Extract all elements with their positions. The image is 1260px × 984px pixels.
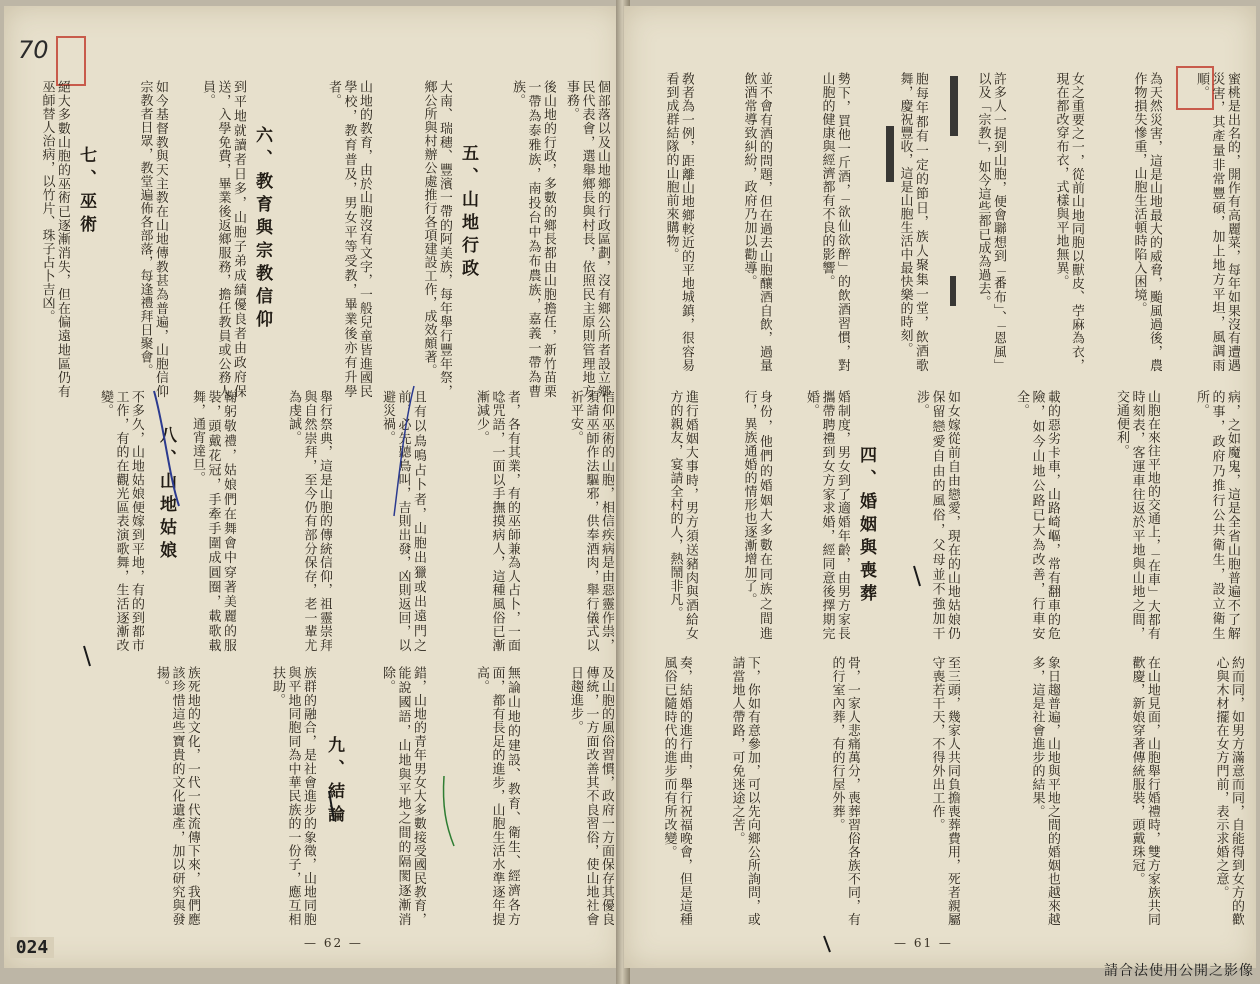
text-column: 婚制度，男女到了適婚年齡，由男方家長攜帶聘禮到女方家求婚，經同意後擇期完婚。 (804, 390, 850, 640)
archive-number: 024 (10, 937, 54, 958)
text-column: 如女嫁從前自由戀愛，現在的山地姑娘仍保留戀愛自由的風俗，父母並不強加干涉。 (914, 390, 960, 640)
text-column: 象日趨普遍，山地與平地之間的婚姻也越來越多，這是社會進步的結果。 (1029, 656, 1060, 926)
section-heading-marriage-funeral: 四、婚姻與喪葬 (856, 446, 876, 607)
text-column: 並不會有酒的問題，但在過去山胞釀酒自飲，過量飲酒常導致糾紛，政府乃加以勸導。 (741, 72, 772, 372)
text-column: 山胞在來往平地的交通上，「在車」大都有時刻表，客運車往返於平地與山地之間，交通便利。 (1114, 390, 1160, 640)
section-heading-mountain-girls: 八、山地姑娘 (156, 426, 176, 564)
right-page (624, 6, 1256, 968)
text-column: 錯，山地的青年男女大多數接受國民教育，能說國語，山地與平地之間的隔閡逐漸消除。 (380, 666, 426, 926)
text-column: 信仰巫術的山胞，相信疾病是由惡靈作祟，須請巫師作法驅邪，供奉酒肉，舉行儀式以祈平安。 (568, 390, 614, 652)
text-column: 下，你如有意參加，可以先向鄉公所詢問，或請當地人帶路，可免迷途之苦。 (729, 656, 760, 926)
page-number: — 62 — (304, 936, 363, 950)
text-column: 不多久，山地姑娘便嫁到平地，有的到都市工作，有的在觀光區表演歌舞，生活逐漸改變。 (98, 390, 144, 652)
text-column: 個部落以及山地鄉的行政區劃，沒有鄉公所者設立鄉民代表會，選舉鄉長與村長，依照民主原則管理地方事務。 (564, 80, 610, 398)
text-column: 如今基督教與天主教在山地傳教甚為普遍，山胞信仰宗教者日眾，教堂遍佈各部落，每逢禮拜日聚會。 (137, 80, 168, 398)
marker-highlight (950, 276, 956, 306)
text-column: 族群的融合，是社會進步的象徵，山地同胞與平地同胞同為中華民族的一份子，應互相扶助。 (270, 666, 316, 926)
text-column: 胞每年都有一定的節日，族人聚集一堂，飲酒歌舞，慶祝豐收，這是山胞生活中最快樂的時刻。 (897, 72, 928, 372)
text-column: 約而同，如男方滿意而同，自能得到女方的歡心與木材擺在女方門前，表示求婚之意。 (1213, 656, 1244, 926)
text-column: 鞠躬敬禮，姑娘們在舞會中穿著美麗的服裝，頭戴花冠，手牽手圍成圓圈，載歌載舞，通宵達旦。 (190, 390, 236, 652)
page-number: — 61 — (894, 936, 953, 950)
text-column: 族死地的文化，一代一代流傳下來，我們應該珍惜這些寶貴的文化遺產，加以研究與發揚。 (154, 666, 200, 926)
section-heading-conclusion: 九、結論 (324, 736, 344, 828)
text-column: 載的惡劣卡車，山路崎嶇，常有翻車的危險，如今山地公路已大為改善，行車安全。 (1014, 390, 1060, 640)
section-heading-administration: 五、山地行政 (458, 144, 478, 282)
text-column: 及山胞的風俗習慣，政府一方面保存其優良傳統，一方面改善其不良習俗，使山地社會日趨進步。 (568, 666, 614, 926)
text-column: 至三頭，幾家人共同負擔喪葬費用，死者親屬守喪若干天，不得外出工作。 (929, 656, 960, 926)
text-column: 後山地的行政，多數的鄉長都由山胞擔任，新竹苗栗一帶為泰雅族，南投台中為布農族，嘉義一帶為曹族。 (510, 80, 556, 398)
text-column: 無論山地的建設、教育、衛生、經濟各方面，都有長足的進步，山胞生活水準逐年提高。 (474, 666, 520, 926)
text-column: 蜜桃是出名的，開作有高麗菜，每年如果沒有遭遇災害，其產量非常豐碩，加上地方平坦，風調雨順。 (1194, 72, 1240, 372)
text-column: 為天然災害，這是山地最大的威脅，颱風過後，農作物損失慘重，山胞生活頓時陷入困境。 (1131, 72, 1162, 372)
text-column: 奏，結婚的進行曲，舉行祝福晚會，但是這種風俗已隨時代的進步而有所改變。 (661, 656, 692, 926)
marker-highlight (886, 126, 894, 182)
text-column: 山地的教育，由於山胞沒有文字，一般兒童皆進國民學校，教育普及，男女平等受教，畢業後亦有升學者。 (326, 80, 372, 398)
text-column: 女之重要之一，從前山地同胞以獸皮、苧麻為衣，現在都改穿布衣，式樣與平地無異。 (1053, 72, 1084, 372)
text-column: 病，之如魔鬼，這是全省山胞普遍不了解的事，政府乃推行公共衛生，設立衛生所。 (1194, 390, 1240, 640)
text-column: 舉行祭典，這是山胞的傳統信仰，祖靈崇拜與自然崇拜，至今仍有部分保存，老一輩尤為虔誠。 (286, 390, 332, 652)
text-column: 在山地見面，山胞舉行婚禮時，雙方家族共同歡慶，新娘穿著傳統服裝，頭戴珠冠。 (1129, 656, 1160, 926)
section-heading-witchcraft: 七、巫術 (76, 146, 96, 238)
section-heading-education: 六、教育與宗教信仰 (252, 126, 272, 333)
text-column: 到平地就讀者日多，山胞子弟成績優良者由政府保送，入學免費，畢業後返鄉服務，擔任教員或公務人員。 (200, 80, 246, 398)
text-column: 骨，一家人悲痛萬分，喪葬習俗各族不同，有的行室內葬，有的行屋外葬。 (829, 656, 860, 926)
text-column: 且有以鳥鳴占卜者，山胞出獵或出遠門之前，必先聽鳥叫，吉則出發，凶則返回，以避災禍。 (380, 390, 426, 652)
text-column: 許多人一提到山胞，便會聯想到「番布」、「恩風」以及「宗教」，如今這些都已成為過去。 (975, 72, 1006, 372)
text-column: 身份，他們的婚姻大多數在同族之間進行，異族通婚的情形也逐漸增加了。 (741, 390, 772, 640)
text-column: 進行婚姻大事時，男方須送豬肉與酒給女方的親友，宴請全村的人，熱鬧非凡。 (667, 390, 698, 640)
marker-highlight (950, 76, 958, 136)
handwritten-page-number: 70 (18, 36, 49, 64)
library-stamp (56, 36, 86, 86)
text-column: 大南、瑞穗、豐濱一帶的阿美族，每年舉行豐年祭，鄉公所與村辦公處推行各項建設工作，成效頗著。 (421, 80, 452, 398)
text-column: 絕大多數山胞的巫術已逐漸消失，但在偏遠地區仍有巫師替人治病，以竹片、珠子占卜吉凶。 (39, 80, 70, 398)
left-page (4, 6, 622, 968)
usage-watermark: 請合法使用公開之影像 (1104, 963, 1254, 979)
text-column: 勢下，買他一斤酒，「欲仙欲醉」的飲酒習慣，對山胞的健康與經濟都有不良的影響。 (819, 72, 850, 372)
text-column: 者，各有其業，有的巫師兼為人占卜，一面唸咒語，一面以手撫摸病人，這種風俗已漸漸減少。 (474, 390, 520, 652)
text-column: 敎者為一例，距離山地鄉較近的平地城鎮，很容易看到成群結隊的山胞前來購物。 (663, 72, 694, 372)
